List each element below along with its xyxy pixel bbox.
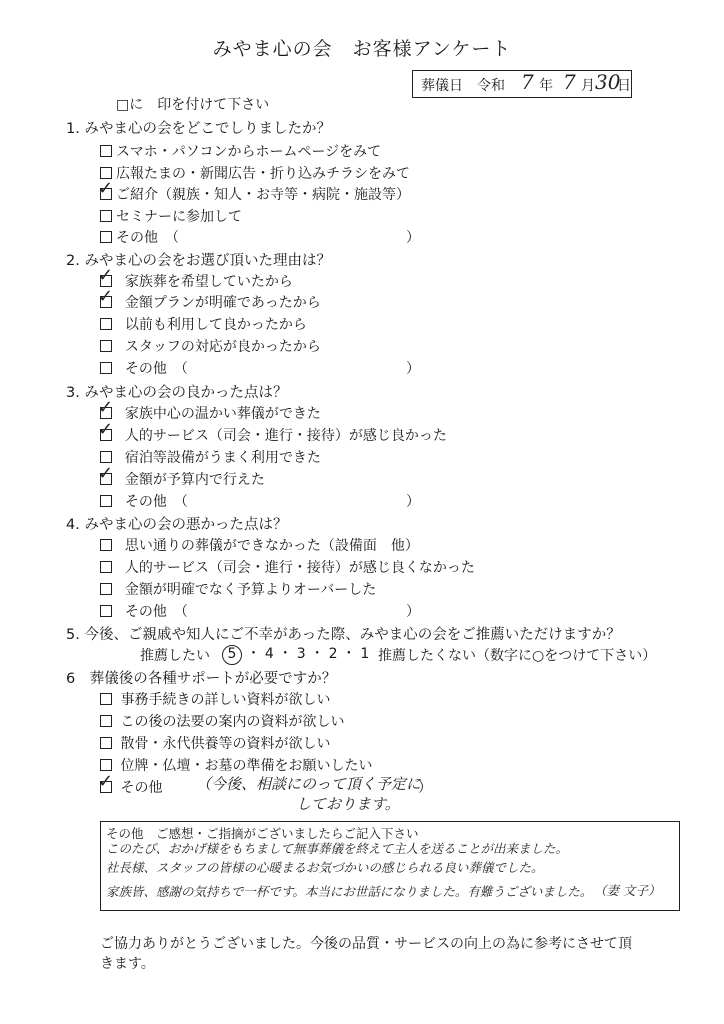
not-recommend-label: 推薦したくない（数字に○をつけて下さい） — [378, 648, 657, 664]
q3-option-2[interactable]: 人的サービス（司会・進行・接待）が感じ良かった — [100, 425, 447, 445]
q2-option-3[interactable]: 以前も利用して良かったから — [100, 314, 307, 334]
q3-option-3[interactable]: 宿泊等設備がうまく利用できた — [100, 447, 321, 467]
signature: （妻 文子） — [594, 883, 661, 898]
checkmark-icon: ✓ — [98, 771, 114, 792]
checkbox[interactable] — [100, 362, 112, 374]
date-day: 30 — [595, 70, 621, 94]
checkbox[interactable] — [100, 210, 112, 222]
instruction: □に 印を付けて下さい — [116, 97, 270, 113]
checkbox[interactable] — [100, 759, 112, 771]
q6-option-4[interactable]: 位牌・仏壇・お墓の準備をお願いしたい — [100, 755, 372, 775]
funeral-date-box — [412, 70, 632, 98]
footer-line-2: きます。 — [100, 956, 155, 972]
checkmark-icon: ✓ — [98, 178, 114, 199]
rating-scale[interactable]: 5 ・ 4 ・ 3 ・ 2 ・ 1 — [222, 643, 369, 665]
recommend-label: 推薦したい — [140, 648, 210, 664]
date-month: 7 — [563, 70, 576, 94]
comment-line-2: 社長様、スタッフの皆様の心暖まるお気づかいの感じられる良い葬儀でした。 — [106, 860, 544, 875]
checkbox[interactable] — [100, 318, 112, 330]
q1-option-1[interactable]: スマホ・パソコンからホームページをみて — [100, 141, 381, 161]
q1-option-4[interactable]: セミナーに参加して — [100, 206, 242, 226]
question-6: 6 葬儀後の各種サポートが必要ですか？ — [66, 671, 337, 687]
q3-option-5[interactable]: その他 （ — [100, 491, 188, 511]
date-year-unit: 年 — [539, 78, 553, 94]
rating-4[interactable]: 4 — [264, 646, 274, 662]
checkbox[interactable] — [100, 231, 112, 243]
question-4: 4. みやま心の会の悪かった点は？ — [66, 517, 288, 533]
q3-option-1[interactable]: 家族中心の温かい葬儀ができた — [100, 403, 321, 423]
checkmark-icon: ✓ — [98, 286, 114, 307]
q1-other-close: ） — [406, 230, 420, 246]
checkmark-icon: ✓ — [98, 463, 114, 484]
q4-option-2[interactable]: 人的サービス（司会・進行・接待）が感じ良くなかった — [100, 557, 475, 577]
footer-line-1: ご協力ありがとうございました。今後の品質・サービスの向上の為に参考にさせて頂 — [100, 936, 632, 952]
question-3: 3. みやま心の会の良かった点は？ — [66, 385, 288, 401]
q2-option-2[interactable]: 金額プランが明確であったから — [100, 292, 321, 312]
q2-option-4[interactable]: スタッフの対応が良かったから — [100, 336, 321, 356]
checkbox[interactable] — [100, 693, 112, 705]
checkmark-icon: ✓ — [98, 265, 114, 286]
q6-other-close: ） — [418, 780, 432, 796]
date-month-unit: 月 — [581, 78, 595, 94]
comments-label: その他 ご感想・ご指摘がございましたらご記入下さい — [106, 826, 419, 841]
q4-option-1[interactable]: 思い通りの葬儀ができなかった（設備面 他） — [100, 535, 419, 555]
q3-other-close: ） — [406, 494, 420, 510]
q1-option-2[interactable]: 広報たまの・新聞広告・折り込みチラシをみて — [100, 163, 410, 183]
checkbox[interactable] — [100, 340, 112, 352]
checkmark-icon: ✓ — [98, 397, 114, 418]
checkbox[interactable] — [100, 495, 112, 507]
checkbox[interactable] — [100, 539, 112, 551]
survey-title: みやま心の会 お客様アンケート — [212, 38, 512, 60]
question-5: 5. 今後、ご親戚や知人にご不幸があった際、みやま心の会をご推薦いただけますか？ — [66, 627, 621, 643]
checkbox[interactable] — [100, 561, 112, 573]
q4-other-close: ） — [406, 604, 420, 620]
checkbox[interactable] — [100, 715, 112, 727]
q6-option-1[interactable]: 事務手続きの詳しい資料が欲しい — [100, 689, 330, 709]
question-1: 1. みやま心の会をどこでしりましたか？ — [66, 121, 331, 137]
q2-option-5[interactable]: その他 （ — [100, 358, 188, 378]
checkmark-icon: ✓ — [98, 419, 114, 440]
q1-option-3[interactable]: ご紹介（親族・知人・お寺等・病院・施設等） — [100, 184, 410, 204]
q6-other-handwritten-1: （今後、相談にのって頂く予定に — [196, 775, 421, 793]
checkbox[interactable] — [100, 451, 112, 463]
q2-other-close: ） — [406, 361, 420, 377]
rating-2[interactable]: 2 — [328, 646, 338, 662]
q6-other-handwritten-2: しております。 — [296, 795, 400, 813]
q6-option-3[interactable]: 散骨・永代供養等の資料が欲しい — [100, 733, 330, 753]
checkbox[interactable] — [100, 737, 112, 749]
date-label: 葬儀日 令和 — [421, 78, 505, 94]
question-2: 2. みやま心の会をお選び頂いた理由は？ — [66, 253, 331, 269]
comment-line-1: このたび、おかげ様をもちまして無事葬儀を終えて主人を送ることが出来ました。 — [106, 841, 569, 856]
rating-1[interactable]: 1 — [360, 646, 370, 662]
q4-option-4[interactable]: その他 （ — [100, 601, 188, 621]
q6-option-5[interactable]: その他 — [100, 777, 162, 797]
q4-option-3[interactable]: 金額が明確でなく予算よりオーバーした — [100, 579, 376, 599]
comment-line-3: 家族皆、感謝の気持ちで一杯です。本当にお世話になりました。有難うございました。 — [106, 884, 593, 899]
checkbox[interactable] — [100, 145, 112, 157]
q6-option-2[interactable]: この後の法要の案内の資料が欲しい — [100, 711, 344, 731]
rating-5-selected[interactable]: 5 — [222, 645, 242, 665]
date-year: 7 — [521, 70, 534, 94]
checkbox[interactable] — [100, 583, 112, 595]
q2-option-1[interactable]: 家族葬を希望していたから — [100, 271, 293, 291]
q3-option-4[interactable]: 金額が予算内で行えた — [100, 469, 265, 489]
date-day-unit: 日 — [617, 78, 631, 94]
rating-3[interactable]: 3 — [296, 646, 306, 662]
checkbox[interactable] — [100, 605, 112, 617]
q1-option-5[interactable]: その他 （ — [100, 227, 179, 247]
